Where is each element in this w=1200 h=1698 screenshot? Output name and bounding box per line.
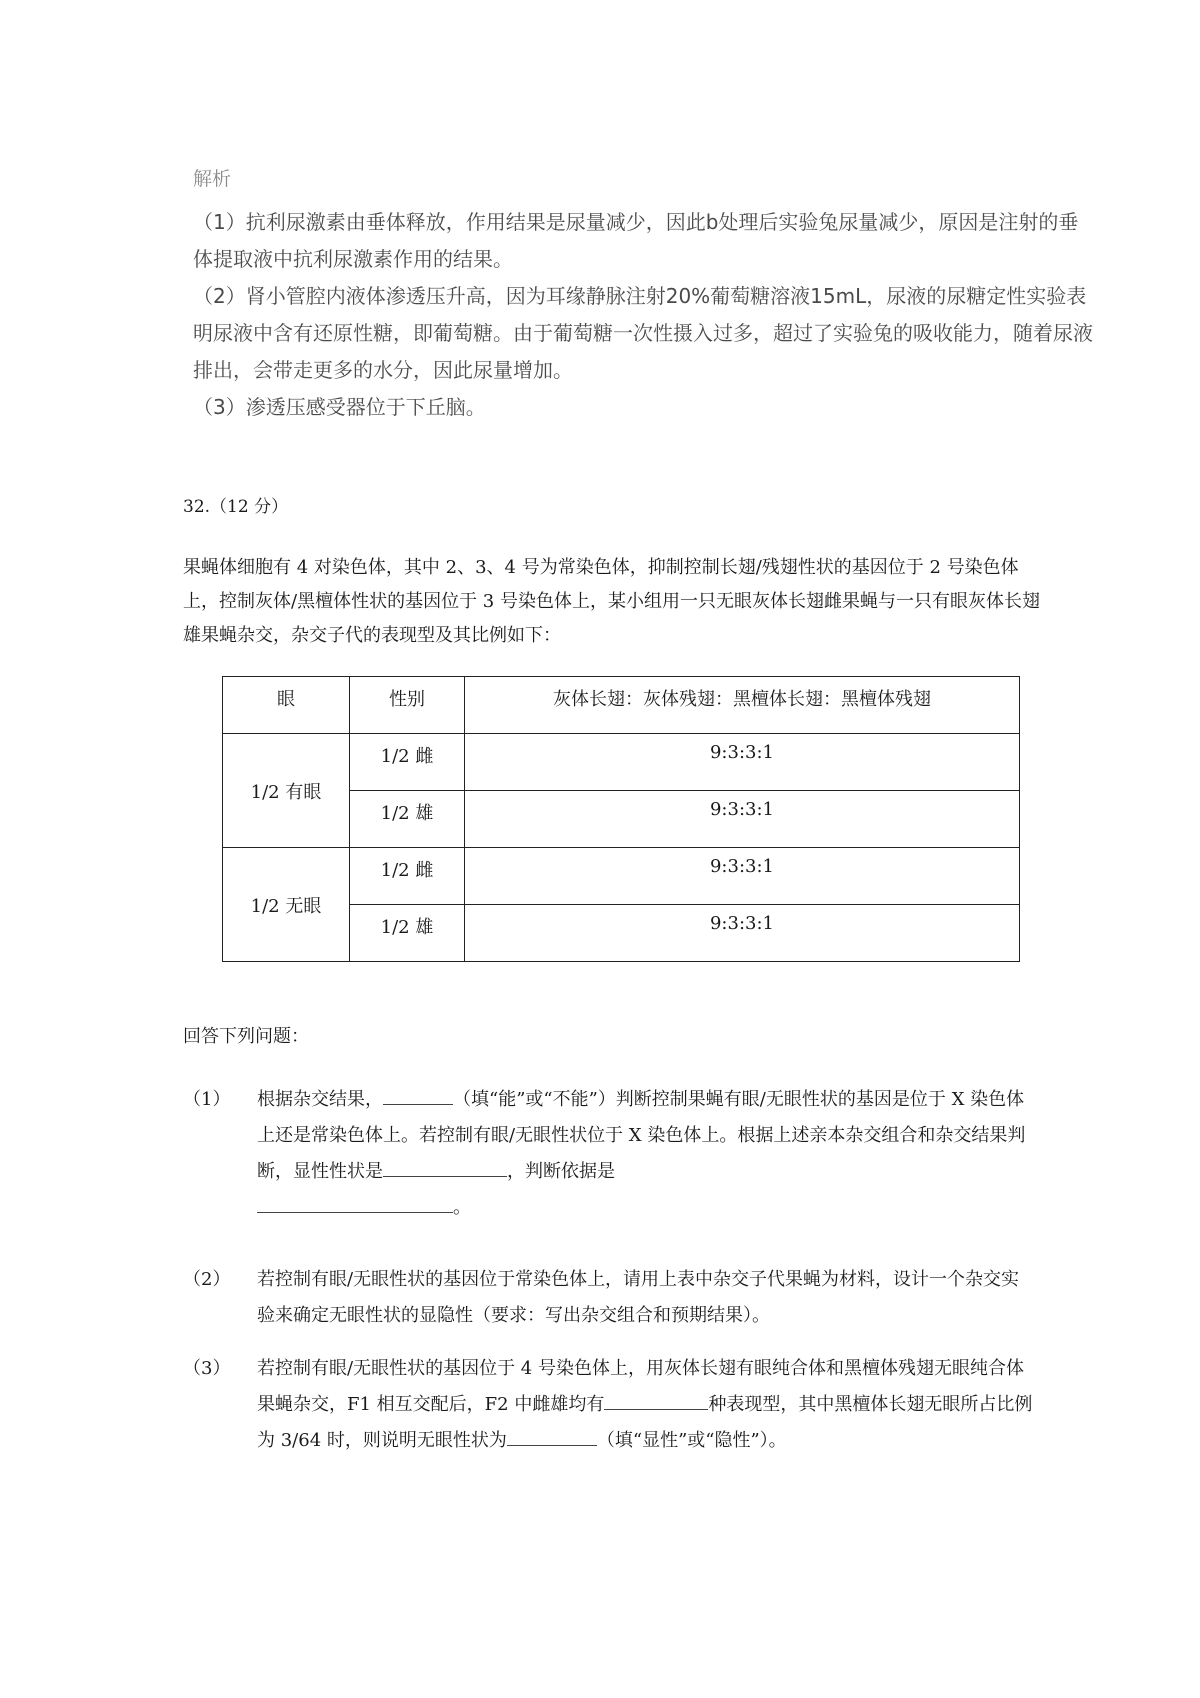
item-text: （填“显性”或“隐性”）。 <box>596 1430 787 1451</box>
question-item-3 <box>183 1351 1033 1459</box>
item-text: （填“能”或“不能”）判断控制果蝇有眼/无眼性状的基因是位于 X 染色体上还是常染色体上。若控制有眼/无眼性状位于 X 染色体上。根据上述亲本杂交组合和杂交结果判断，显性性状是 <box>257 1089 1026 1182</box>
item-text: ，判断依据是 <box>507 1161 615 1182</box>
item-body <box>257 1351 1033 1459</box>
item-text: 若控制有眼/无眼性状的基因位于 4 号染色体上，用灰体长翅有眼纯合体和黑檀体残翅无眼纯合体果蝇杂交，F1 相互交配后，F2 中雌雄均有 <box>257 1358 1024 1415</box>
analysis-paragraph-1: （1）抗利尿激素由垂体释放，作用结果是尿量减少，因此b处理后实验兔尿量减少，原因是注射的垂体提取液中抗利尿激素作用的结果。 <box>193 210 1079 271</box>
header-sex: 性别 <box>350 677 465 734</box>
question-item-2 <box>183 1262 1033 1334</box>
question-stem: 果蝇体细胞有 4 对染色体，其中 2、3、4 号为常染色体，抑制控制长翅/残翅性状的基因位于 2 号染色体上，控制灰体/黑檀体性状的基因位于 3 号染色体上，某小组用一只无眼灰体长翅雌果蝇与一只有眼灰体长翅雄果蝇杂交，杂交子代的表现型及其比例如下： <box>183 557 1040 646</box>
ratio-cell: 9:3:3:1 <box>465 848 1020 905</box>
item-body <box>257 1082 1033 1226</box>
sex-cell: 1/2 雌 <box>350 734 465 791</box>
table-row <box>223 848 1020 905</box>
item-text: 若控制有眼/无眼性状的基因位于常染色体上，请用上表中杂交子代果蝇为材料，设计一个杂交实验来确定无眼性状的显隐性（要求：写出杂交组合和预期结果）。 <box>257 1269 1020 1326</box>
ratio-cell: 9:3:3:1 <box>465 791 1020 848</box>
answer-blank[interactable] <box>507 1423 597 1446</box>
sex-cell: 1/2 雄 <box>350 791 465 848</box>
analysis-heading: 解析 <box>193 168 232 190</box>
phenotype-table <box>222 676 1020 962</box>
question-header: 32.（12 分） <box>183 497 289 517</box>
answer-blank[interactable] <box>257 1190 453 1213</box>
sex-cell: 1/2 雄 <box>350 905 465 962</box>
table-row <box>223 734 1020 791</box>
eye-group-cell: 1/2 有眼 <box>223 734 350 848</box>
ratio-cell: 9:3:3:1 <box>465 734 1020 791</box>
analysis-section <box>193 166 1093 426</box>
header-ratio: 灰体长翅：灰体残翅：黑檀体长翅：黑檀体残翅 <box>465 677 1020 734</box>
eye-group-cell: 1/2 无眼 <box>223 848 350 962</box>
item-number: （1） <box>183 1089 231 1110</box>
table-header-row <box>223 677 1020 734</box>
question-item-1 <box>183 1082 1033 1226</box>
item-number: （2） <box>183 1269 231 1290</box>
item-text: 根据杂交结果， <box>257 1089 383 1110</box>
analysis-paragraph-3: （3）渗透压感受器位于下丘脑。 <box>193 395 486 419</box>
answer-prompt: 回答下列问题： <box>183 1026 309 1047</box>
answer-blank[interactable] <box>383 1154 507 1177</box>
item-body <box>257 1262 1033 1334</box>
header-eye: 眼 <box>223 677 350 734</box>
analysis-paragraph-2: （2）肾小管腔内液体渗透压升高，因为耳缘静脉注射20%葡萄糖溶液15mL，尿液的尿糖定性实验表明尿液中含有还原性糖，即葡萄糖。由于葡萄糖一次性摄入过多，超过了实验兔的吸收能力，随着尿液排出，会带走更多的水分，因此尿量增加。 <box>193 284 1093 382</box>
ratio-cell: 9:3:3:1 <box>465 905 1020 962</box>
answer-blank[interactable] <box>604 1387 708 1410</box>
item-number: （3） <box>183 1358 231 1379</box>
answer-blank[interactable] <box>383 1082 453 1105</box>
sex-cell: 1/2 雌 <box>350 848 465 905</box>
item-text: 。 <box>453 1197 471 1218</box>
item-text: 种表现型，其中黑檀体长翅无眼所占比例为 3/64 时，则说明无眼性状为 <box>257 1394 1033 1451</box>
